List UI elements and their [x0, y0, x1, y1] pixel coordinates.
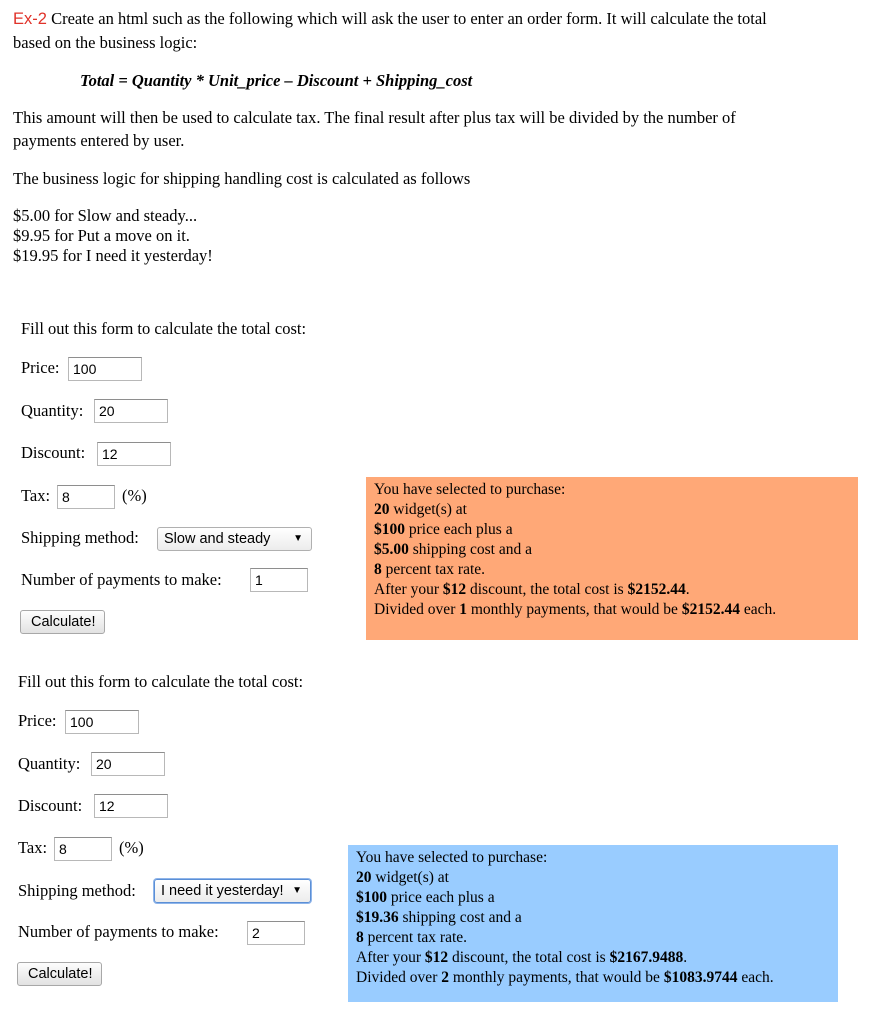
tax-input[interactable]: [57, 485, 115, 509]
shipping-label: Shipping method:: [18, 881, 136, 900]
tax-line-1: This amount will then be used to calculate tax. The final result after plus tax will be divided by the number of: [13, 108, 736, 127]
dropdown-arrow-icon: ▼: [292, 885, 302, 896]
quantity-input[interactable]: [91, 752, 165, 776]
shipping-selected-value: Slow and steady: [164, 531, 271, 547]
calculate-button[interactable]: Calculate!: [20, 610, 105, 634]
tax-percent-suffix: (%): [119, 838, 144, 857]
tax-label: Tax:: [21, 486, 51, 505]
result-total-line: After your $12 discount, the total cost is $2167.9488.: [356, 949, 688, 966]
result-shipping-line: $5.00 shipping cost and a: [374, 541, 532, 558]
price-input[interactable]: [68, 357, 142, 381]
quantity-label: Quantity:: [21, 401, 84, 420]
tax-label: Tax:: [18, 838, 48, 857]
tax-line-2: payments entered by user.: [13, 131, 185, 150]
calculate-button[interactable]: Calculate!: [17, 962, 102, 986]
result-payments-line: Divided over 1 monthly payments, that would be $2152.44 each.: [374, 601, 777, 618]
result-tax-line: 8 percent tax rate.: [374, 561, 486, 578]
result-price-line: $100 price each plus a: [356, 889, 495, 906]
payments-input[interactable]: [250, 568, 308, 592]
shipping-rule: $5.00 for Slow and steady...: [13, 206, 198, 225]
discount-input[interactable]: [94, 794, 168, 818]
discount-label: Discount:: [21, 443, 86, 462]
shipping-rule: $19.95 for I need it yesterday!: [13, 246, 213, 265]
formula: Total = Quantity * Unit_price – Discount + Shipping_cost: [80, 71, 473, 90]
result-shipping-line: $19.36 shipping cost and a: [356, 909, 522, 926]
exercise-label: Ex-2: [13, 10, 47, 28]
shipping-rule: $9.95 for Put a move on it.: [13, 226, 190, 245]
result-total-line: After your $12 discount, the total cost is $2152.44.: [374, 581, 690, 598]
shipping-rules: [13, 206, 213, 266]
shipping-selected-value: I need it yesterday!: [161, 883, 284, 899]
result-quantity-line: 20 widget(s) at: [374, 501, 467, 518]
instruction-line-1: [13, 8, 767, 30]
result-quantity-line: 20 widget(s) at: [356, 869, 449, 886]
result-panel: [348, 845, 838, 1002]
instruction-text: Create an html such as the following which will ask the user to enter an order form. It will calculate the total: [51, 9, 767, 28]
result-tax-line: 8 percent tax rate.: [356, 929, 468, 946]
payments-label: Number of payments to make:: [21, 570, 222, 589]
result-intro: You have selected to purchase:: [374, 481, 566, 498]
shipping-method-select[interactable]: [157, 527, 312, 551]
shipping-method-select[interactable]: [154, 879, 311, 903]
form-heading: Fill out this form to calculate the total cost:: [21, 319, 307, 338]
payments-label: Number of payments to make:: [18, 922, 219, 941]
discount-input[interactable]: [97, 442, 171, 466]
price-label: Price:: [21, 358, 60, 377]
result-panel: [366, 477, 858, 640]
result-intro: You have selected to purchase:: [356, 849, 548, 866]
result-payments-line: Divided over 2 monthly payments, that would be $1083.9744 each.: [356, 969, 774, 986]
payments-input[interactable]: [247, 921, 305, 945]
discount-label: Discount:: [18, 796, 83, 815]
result-price-line: $100 price each plus a: [374, 521, 513, 538]
quantity-label: Quantity:: [18, 754, 81, 773]
quantity-input[interactable]: [94, 399, 168, 423]
tax-input[interactable]: [54, 837, 112, 861]
price-input[interactable]: [65, 710, 139, 734]
price-label: Price:: [18, 711, 57, 730]
tax-percent-suffix: (%): [122, 486, 147, 505]
form-heading: Fill out this form to calculate the total cost:: [18, 672, 304, 691]
dropdown-arrow-icon: ▼: [293, 533, 303, 544]
instruction-line-2: based on the business logic:: [13, 33, 198, 52]
shipping-label: Shipping method:: [21, 528, 139, 547]
shipping-intro: The business logic for shipping handling cost is calculated as follows: [13, 169, 471, 188]
